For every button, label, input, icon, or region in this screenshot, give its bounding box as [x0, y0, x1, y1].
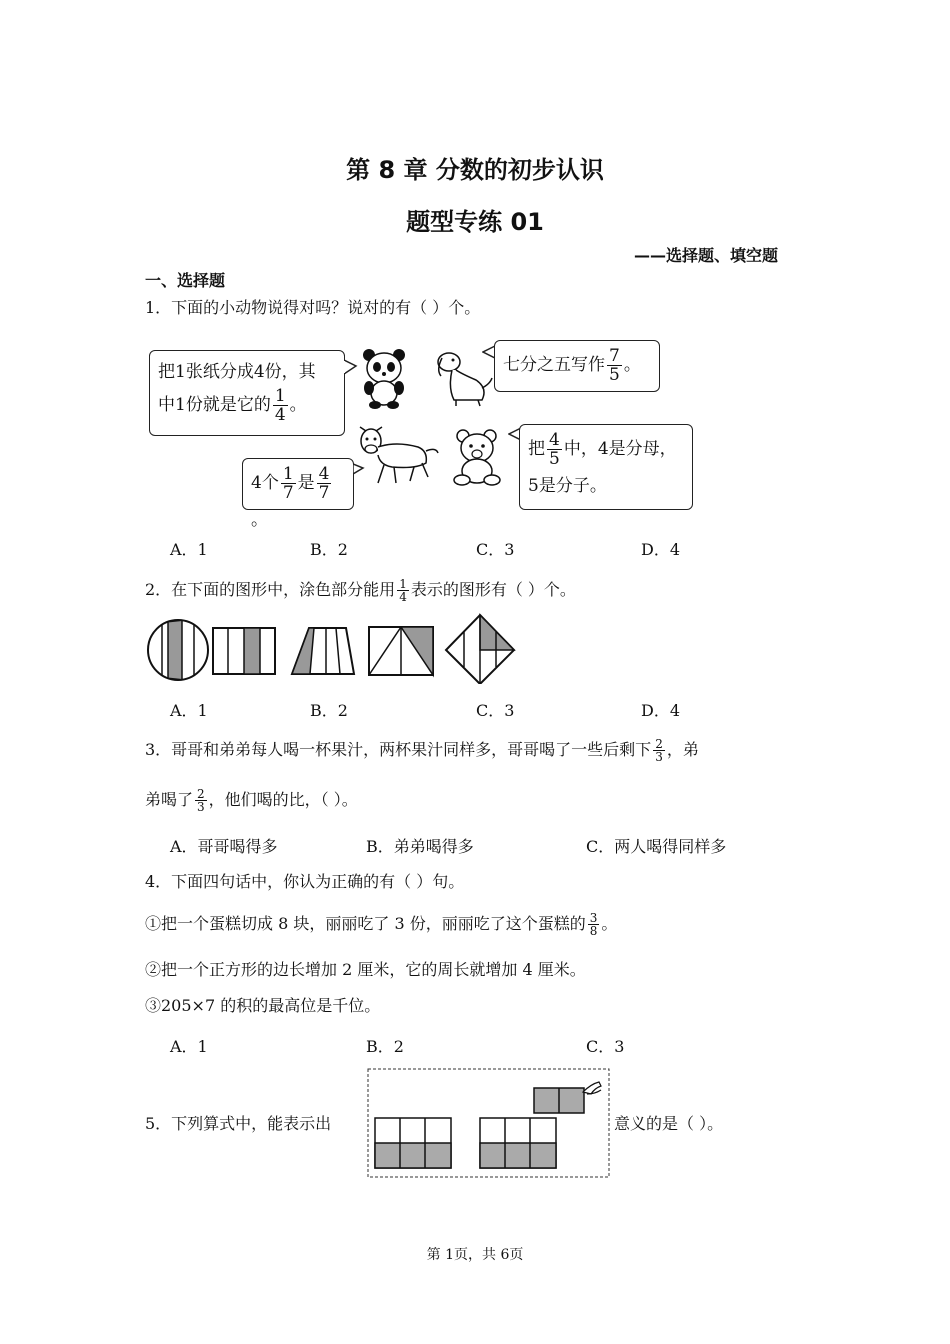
cow-fraction-1: $\frac{1}{7}$ — [282, 464, 294, 503]
page-subtitle: 题型专练 01 — [406, 208, 544, 236]
question-2-stem: 2．在下面的图形中，涂色部分能用 $\frac{1}{4}$ 表示的图形有（ ）个。 — [145, 577, 576, 604]
q1-option-b[interactable]: B．2 — [310, 540, 348, 559]
panda-speech-bubble — [149, 350, 345, 436]
lifted-block — [534, 1088, 584, 1113]
shape-circle — [148, 620, 208, 680]
question-1-stem: 1．下面的小动物说得对吗？说对的有（ ）个。 — [145, 298, 481, 317]
shape-diamond — [446, 615, 514, 684]
q1-option-d[interactable]: D．4 — [641, 540, 681, 559]
bear-line-1: 把 $\frac{4}{5}$ 中，4是分母， — [528, 430, 677, 469]
hand-icon — [583, 1082, 601, 1094]
q2-option-c[interactable]: C．3 — [476, 701, 515, 720]
bear-icon — [450, 428, 504, 486]
q4-option-a[interactable]: A．1 — [170, 1037, 208, 1056]
question-4-stem: 4．下面四句话中，你认为正确的有（ ）句。 — [145, 872, 465, 891]
page-number: 第 1页，共 6页 — [426, 1247, 524, 1263]
shape-rectangle — [213, 628, 275, 674]
question-4-statement-2: ②把一个正方形的边长增加 2 厘米，它的周长就增加 4 厘米。 — [145, 960, 586, 979]
q5-grid-figure — [367, 1068, 611, 1180]
q3-fraction-2: $\frac{2}{3}$ — [197, 787, 205, 814]
right-block — [480, 1118, 556, 1168]
q2-shapes-figure — [144, 612, 524, 684]
cow-fraction-2: $\frac{4}{7}$ — [318, 464, 330, 503]
topic-label: ——选择题、填空题 — [634, 246, 779, 265]
cow-bubble-tail — [353, 462, 365, 478]
bear-speech-bubble — [519, 424, 693, 510]
q4-option-b[interactable]: B．2 — [366, 1037, 404, 1056]
section-heading: 一、选择题 — [145, 271, 226, 290]
question-3-line-2: 弟喝了 $\frac{2}{3}$ ，他们喝的比，（ ）。 — [145, 787, 358, 814]
panda-line-1: 把1张纸分成4份，其 — [158, 362, 316, 382]
q2-option-b[interactable]: B．2 — [310, 701, 348, 720]
question-5-stem-post: 意义的是（ ）。 — [614, 1114, 724, 1133]
q3-option-c[interactable]: C．两人喝得同样多 — [586, 837, 727, 856]
dog-fraction: $\frac{7}{5}$ — [609, 346, 620, 385]
bear-fraction: $\frac{4}{5}$ — [549, 430, 560, 469]
q1-option-c[interactable]: C．3 — [476, 540, 515, 559]
panda-line-2: 中1份就是它的 $\frac{1}{4}$ 。 — [158, 386, 307, 425]
question-5-stem-pre: 5．下列算式中，能表示出 — [145, 1114, 332, 1133]
question-3-line-1: 3．哥哥和弟弟每人喝一杯果汁，两杯果汁同样多，哥哥喝了一些后剩下 $\frac{2}{3}$ ，弟 — [145, 737, 699, 764]
panda-bubble-tail — [344, 358, 358, 378]
q4-option-c[interactable]: C．3 — [586, 1037, 625, 1056]
q3-option-a[interactable]: A．哥哥喝得多 — [170, 837, 278, 856]
question-4-statement-1: ①把一个蛋糕切成 8 块，丽丽吃了 3 份，丽丽吃了这个蛋糕的 $\frac{3}{8}$ 。 — [145, 911, 618, 938]
q4-fraction: $\frac{3}{8}$ — [589, 911, 598, 938]
q1-option-a[interactable]: A．1 — [170, 540, 208, 559]
page-title: 第 8 章 分数的初步认识 — [346, 156, 604, 184]
bear-line-2: 5是分子。 — [528, 476, 607, 496]
q3-option-b[interactable]: B．弟弟喝得多 — [366, 837, 474, 856]
shape-trapezoid — [292, 628, 354, 674]
left-block — [375, 1118, 451, 1168]
panda-fraction: $\frac{1}{4}$ — [274, 386, 286, 425]
cow-speech-bubble: 4个 $\frac{1}{7}$ 是 $\frac{4}{7}$ 。 — [242, 458, 354, 510]
panda-icon — [359, 346, 409, 410]
shape-square — [369, 627, 433, 675]
q2-option-d[interactable]: D．4 — [641, 701, 681, 720]
dog-speech-bubble: 七分之五写作 $\frac{7}{5}$ 。 — [494, 340, 660, 392]
cow-icon — [356, 421, 440, 487]
q3-fraction-1: $\frac{2}{3}$ — [655, 737, 663, 764]
q2-fraction: $\frac{1}{4}$ — [399, 577, 407, 604]
q2-option-a[interactable]: A．1 — [170, 701, 208, 720]
question-4-statement-3: ③205×7 的积的最高位是千位。 — [145, 996, 381, 1015]
